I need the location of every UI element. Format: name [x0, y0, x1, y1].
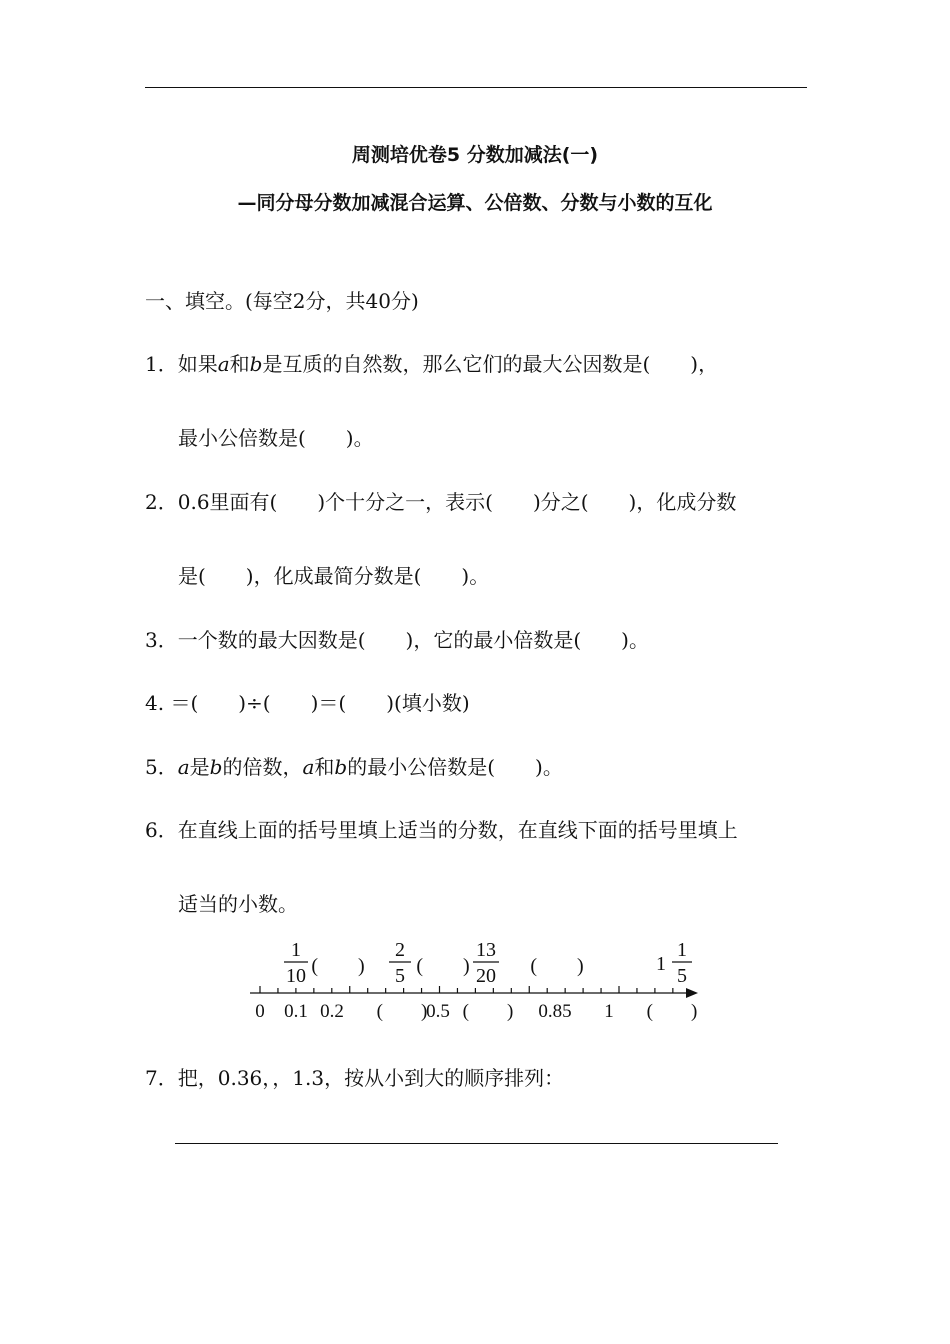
fraction-2-5-denominator: 5 — [395, 965, 405, 987]
question-4: 4. ＝( )÷( )＝( )(填小数) — [145, 691, 470, 715]
question-1 — [145, 350, 718, 378]
above-blank-1: ( ) — [311, 955, 365, 977]
mixed-whole: 1 — [656, 953, 666, 975]
q5-text: 是 — [189, 755, 210, 779]
question-2 — [145, 488, 736, 516]
question-2-line-2: 是( )，化成最简分数是( )。 — [178, 564, 490, 588]
question-number: 5． — [145, 755, 178, 779]
label-0-1: 0.1 — [284, 1001, 308, 1022]
number-line-figure — [240, 930, 720, 1030]
below-blank-2: ( ) — [462, 1001, 514, 1022]
question-number: 2． — [145, 490, 178, 514]
label-0-2: 0.2 — [320, 1001, 344, 1022]
var-a: a — [302, 755, 315, 779]
var-a: a — [217, 352, 230, 376]
top-rule — [145, 87, 807, 88]
question-6 — [145, 816, 738, 844]
label-1: 1 — [604, 1001, 614, 1022]
question-number: 7． — [145, 1066, 178, 1090]
q5-text: 的最小公倍数是( )。 — [347, 755, 563, 779]
below-blank-1: ( ) — [376, 1001, 428, 1022]
label-0-5: 0.5 — [426, 1001, 450, 1022]
fraction-13-20-numerator: 13 — [476, 939, 496, 961]
question-number: 3． — [145, 628, 178, 652]
var-b: b — [249, 352, 263, 376]
above-blank-3: ( ) — [530, 955, 584, 977]
q6-text: 在直线上面的括号里填上适当的分数，在直线下面的括号里填上 — [177, 818, 738, 842]
fraction-2-5-numerator: 2 — [395, 939, 405, 961]
q1-text: 如果 — [177, 352, 218, 376]
page-title: 周测培优卷5 分数加减法(一) — [351, 144, 599, 166]
var-b: b — [334, 755, 348, 779]
q1-text: 和 — [229, 352, 250, 376]
mixed-denominator: 5 — [677, 965, 687, 987]
page-subtitle: —同分母分数加减混合运算、公倍数、分数与小数的互化 — [237, 192, 713, 214]
section-heading: 一、填空。(每空2分，共40分) — [145, 289, 419, 313]
mixed-numerator: 1 — [677, 939, 687, 961]
question-number: 1． — [145, 352, 178, 376]
tick-marks — [260, 986, 673, 993]
q5-text: 和 — [314, 755, 335, 779]
fraction-13-20-denominator: 20 — [476, 965, 496, 987]
q1-text: 是互质的自然数，那么它们的最大公因数是( )， — [262, 352, 719, 376]
q5-text: 的倍数， — [222, 755, 303, 779]
arrow-head-icon — [686, 988, 698, 998]
fraction-1-10-numerator: 1 — [291, 939, 301, 961]
var-b: b — [209, 755, 223, 779]
question-6-line-2: 适当的小数。 — [178, 892, 298, 916]
question-3 — [145, 626, 649, 654]
question-number: 6． — [145, 818, 178, 842]
fraction-1-10-denominator: 10 — [286, 965, 306, 987]
question-5 — [145, 753, 563, 781]
q2-text: 0.6里面有( )个十分之一，表示( )分之( )，化成分数 — [177, 490, 737, 514]
q7-text: 把，0.36，，1.3，按从小到大的顺序排列： — [177, 1066, 565, 1090]
answer-line[interactable] — [175, 1143, 778, 1144]
var-a: a — [177, 755, 190, 779]
below-blank-3: ( ) — [646, 1001, 698, 1022]
question-1-line-2: 最小公倍数是( )。 — [178, 426, 374, 450]
label-0-85: 0.85 — [538, 1001, 572, 1022]
above-blank-2: ( ) — [416, 955, 470, 977]
q3-text: 一个数的最大因数是( )，它的最小倍数是( )。 — [177, 628, 649, 652]
label-0: 0 — [255, 1001, 265, 1022]
question-7 — [145, 1064, 564, 1092]
